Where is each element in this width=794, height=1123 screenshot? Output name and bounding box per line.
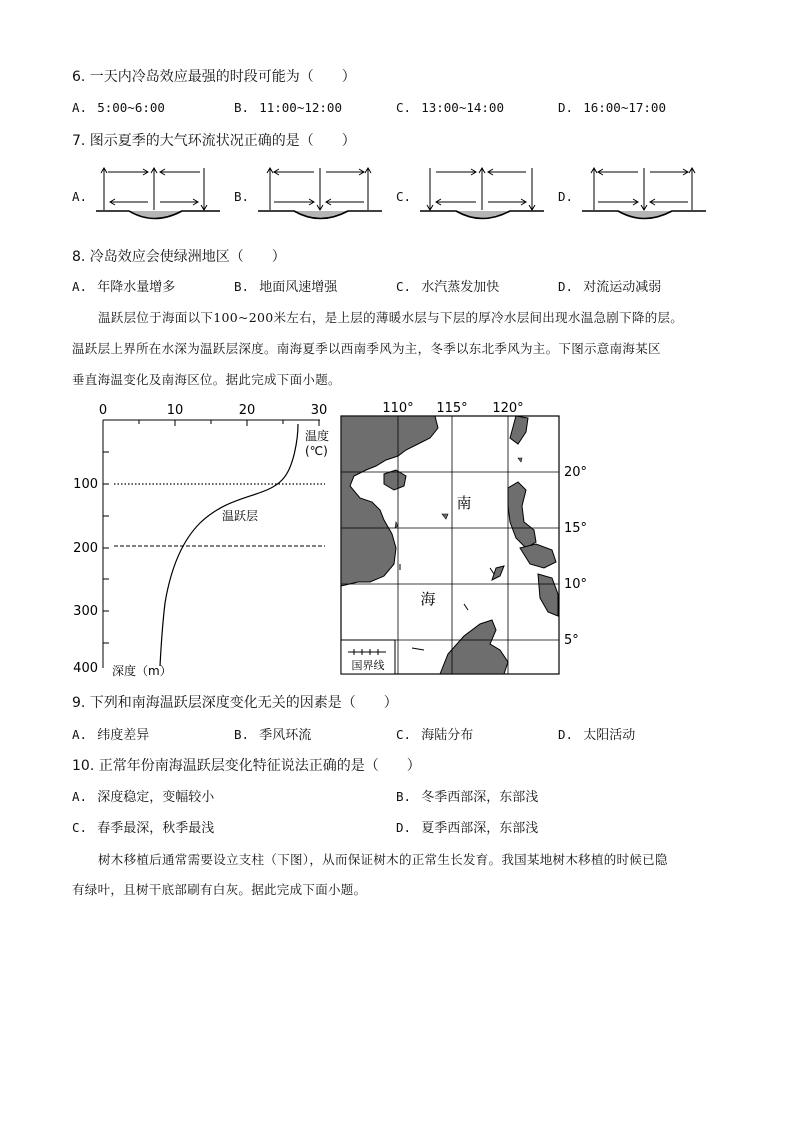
sea-label: 海 [420,590,436,608]
passage1-line-3: 垂直海温变化及南海区位。据此完成下面小题。 [72,372,341,387]
q6-stem: 6. 一天内冷岛效应最强的时段可能为（ ） [72,69,356,85]
option-text: 5:00~6:00 [97,100,165,115]
y-tick-label: 400 [73,661,98,676]
option-text: 11:00~12:00 [259,100,342,115]
longitude-label: 120° [492,401,524,416]
q9-option-b [234,724,311,743]
q7-stem: 7. 图示夏季的大气环流状况正确的是（ ） [72,133,356,149]
x-tick-label: 30 [310,403,328,418]
q8-option-a [72,276,175,295]
y-tick-label: 300 [73,604,98,619]
option-letter: B. [234,100,250,115]
q7-option-b-letter: B. [234,189,250,204]
option-text: 13:00~14:00 [421,100,504,115]
x-tick-label: 20 [238,403,256,418]
passage2-line-2: 有绿叶，且树干底部刷有白灰。据此完成下面小题。 [72,882,367,897]
y-tick-label: 100 [73,477,98,492]
q7-option-a-letter: A. [72,189,88,204]
option-letter: C. [396,279,412,294]
q6-option-a [72,100,165,116]
q9-option-c [396,724,473,743]
option-letter: B. [396,789,412,804]
legend-label: 国界线 [351,659,385,672]
q10-option-a [72,786,214,805]
option-letter: C. [72,820,88,835]
option-letter: A. [72,100,88,115]
x-axis-label: 温度 [305,429,330,443]
option-letter: D. [396,820,412,835]
q8-stem: 8. 冷岛效应会使绿洲地区（ ） [72,249,286,265]
circulation-diagram-c [418,160,548,228]
option-text: 季风环流 [259,728,312,743]
circulation-diagram-b [256,160,386,228]
option-letter: D. [558,727,574,742]
option-text: 海陆分布 [421,728,474,743]
q7-option-d-letter: D. [558,189,574,204]
option-text: 太阳活动 [583,728,636,743]
q8-option-b [234,276,337,295]
q6-option-d [558,100,666,116]
south-china-sea-map [340,398,588,680]
passage1-line-1: 温跃层位于海面以下100~200米左右，是上层的薄暖水层与下层的厚冷水层间出现水温急剧下降的层。 [98,310,684,325]
option-letter: B. [234,279,250,294]
option-letter: B. [234,727,250,742]
longitude-label: 115° [436,401,468,416]
x-axis-unit: (℃) [305,444,328,458]
option-text: 春季最深，秋季最浅 [97,821,215,836]
q10-option-b [396,786,538,805]
passage1-line-2: 温跃层上界所在水深为温跃层深度。南海夏季以西南季风为主，冬季以东北季风为主。下图示意南海某区 [72,341,661,356]
q10-option-d [396,817,538,836]
q6-option-b [234,100,342,116]
option-text: 地面风速增强 [259,280,338,295]
q8-option-c [396,276,499,295]
option-letter: D. [558,279,574,294]
latitude-label: 10° [564,577,588,592]
q10-stem: 10. 正常年份南海温跃层变化特征说法正确的是（ ） [72,758,421,774]
option-letter: A. [72,279,88,294]
latitude-label: 5° [564,633,579,648]
q6-option-c [396,100,504,116]
option-letter: C. [396,727,412,742]
option-text: 深度稳定，变幅较小 [97,790,215,805]
thermocline-label: 温跃层 [222,509,259,523]
y-tick-label: 200 [73,541,98,556]
option-text: 16:00~17:00 [583,100,666,115]
q8-option-d [558,276,661,295]
q10-option-c [72,817,214,836]
x-tick-label: 0 [98,403,108,418]
latitude-label: 15° [564,521,588,536]
q9-option-a [72,724,149,743]
q9-stem: 9. 下列和南海温跃层深度变化无关的因素是（ ） [72,695,398,711]
option-text: 水汽蒸发加快 [421,280,500,295]
option-letter: D. [558,100,574,115]
x-tick-label: 10 [166,403,184,418]
option-text: 纬度差异 [97,728,150,743]
longitude-label: 110° [382,401,414,416]
passage2-line-1: 树木移植后通常需要设立支柱（下图），从而保证树木的正常生长发育。我国某地树木移植的时候已隐 [98,852,668,867]
temperature-depth-chart [70,398,340,680]
option-letter: A. [72,727,88,742]
option-text: 夏季西部深，东部浅 [421,821,539,836]
option-text: 对流运动减弱 [583,280,662,295]
y-axis-label: 深度（m） [112,664,172,678]
temperature-profile-curve [160,424,298,666]
option-text: 冬季西部深，东部浅 [421,790,539,805]
circulation-diagram-a [94,160,224,228]
circulation-diagram-d [580,160,710,228]
q9-option-d [558,724,635,743]
latitude-label: 20° [564,465,588,480]
q7-option-c-letter: C. [396,189,412,204]
sea-label: 南 [456,494,472,512]
option-text: 年降水量增多 [97,280,176,295]
option-letter: C. [396,100,412,115]
option-letter: A. [72,789,88,804]
